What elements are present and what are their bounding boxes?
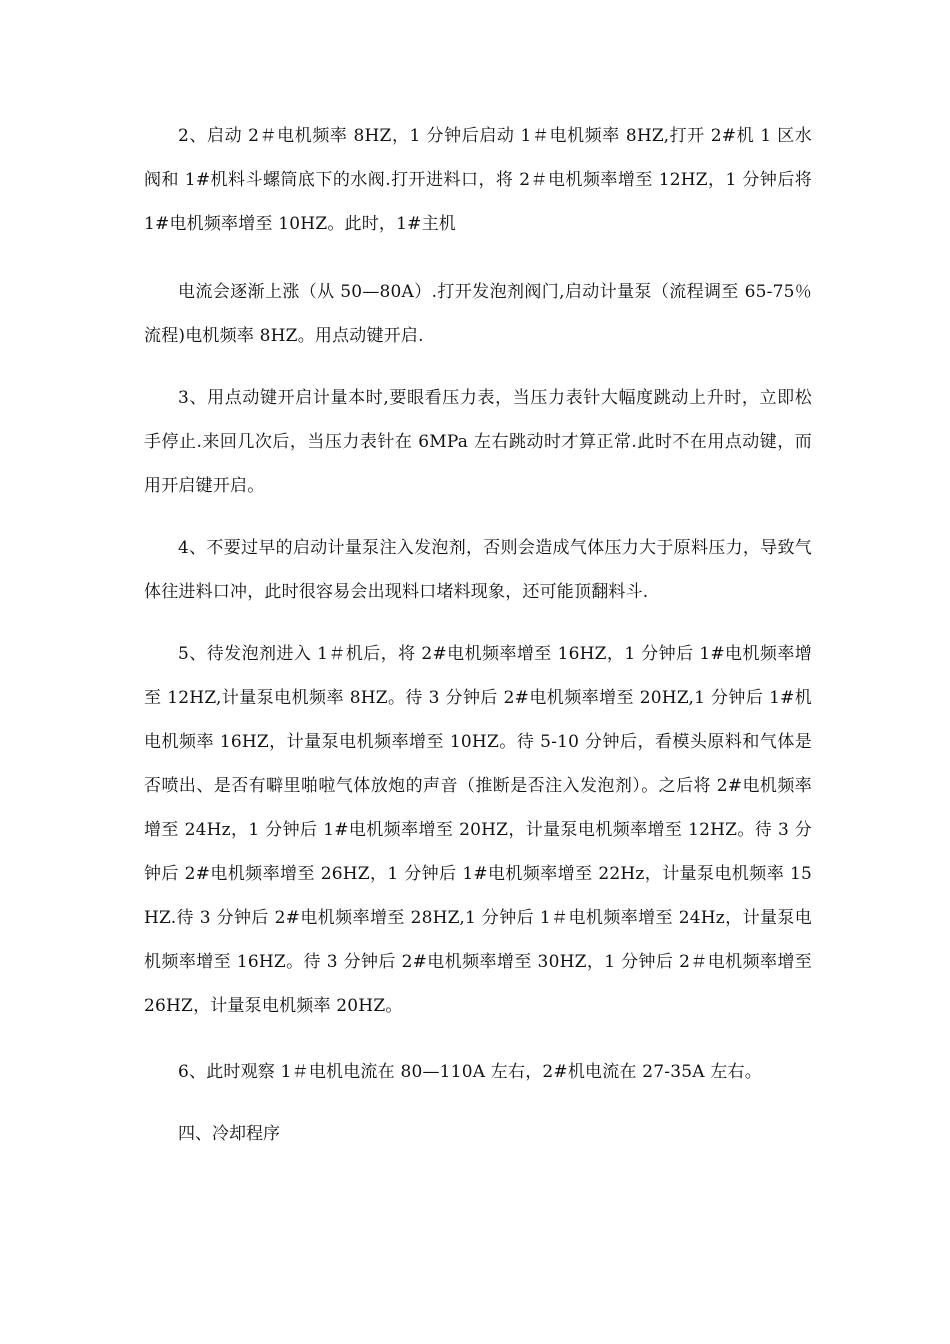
paragraph-step-2: 2、启动 2＃电机频率 8HZ，1 分钟后启动 1＃电机频率 8HZ,打开 2#机 1 区水阀和 1#机料斗螺筒底下的水阀.打开进料口，将 2＃电机频率增至 12HZ，1 分钟后将 1#电机频率增至 10HZ。此时，1#主机 bbox=[144, 126, 812, 234]
paragraph-step-4: 4、不要过早的启动计量泵注入发泡剂，否则会造成气体压力大于原料压力，导致气体往进料口冲，此时很容易会出现料口堵料现象，还可能顶翻料斗. bbox=[144, 538, 812, 602]
section-heading-cooling: 四、冷却程序 bbox=[178, 1124, 280, 1144]
paragraph-step-6: 6、此时观察 1＃电机电流在 80—110A 左右，2#机电流在 27-35A 左右。 bbox=[178, 1062, 762, 1082]
paragraph-step-3: 3、用点动键开启计量本时,要眼看压力表，当压力表针大幅度跳动上升时，立即松手停止.来回几次后，当压力表针在 6MPa 左右跳动时才算正常.此时不在用点动键，而用开启键开启。 bbox=[144, 388, 812, 496]
paragraph-step-5: 5、待发泡剂进入 1＃机后，将 2#电机频率增至 16HZ，1 分钟后 1#电机频率增至 12HZ,计量泵电机频率 8HZ。待 3 分钟后 2#电机频率增至 20HZ,1 分钟后 1#机电机频率 16HZ，计量泵电机频率增至 10HZ。待 5-10 分钟后，看模头原料和气体是否喷出、是否有噼里啪啦气体放炮的声音（推断是否注入发泡剂）。之后将 2#电机频率增至 24Hz，1 分钟后 1#电机频率增至 20HZ，计量泵电机频率增至 12HZ。待 3 分钟后 2#电机频率增至 26HZ，1 分钟后 1#电机频率增至 22Hz，计量泵电机频率 15HZ.待 3 分钟后 2#电机频率增至 28HZ,1 分钟后 1＃电机频率增至 24Hz，计量泵电机频率增至 16HZ。待 3 分钟后 2#电机频率增至 30HZ，1 分钟后 2＃电机频率增至 26HZ，计量泵电机频率 20HZ。 bbox=[144, 644, 812, 1016]
paragraph-current-rise: 电流会逐渐上涨（从 50—80A）.打开发泡剂阀门,启动计量泵（流程调至 65-75％流程)电机频率 8HZ。用点动键开启. bbox=[144, 282, 812, 346]
